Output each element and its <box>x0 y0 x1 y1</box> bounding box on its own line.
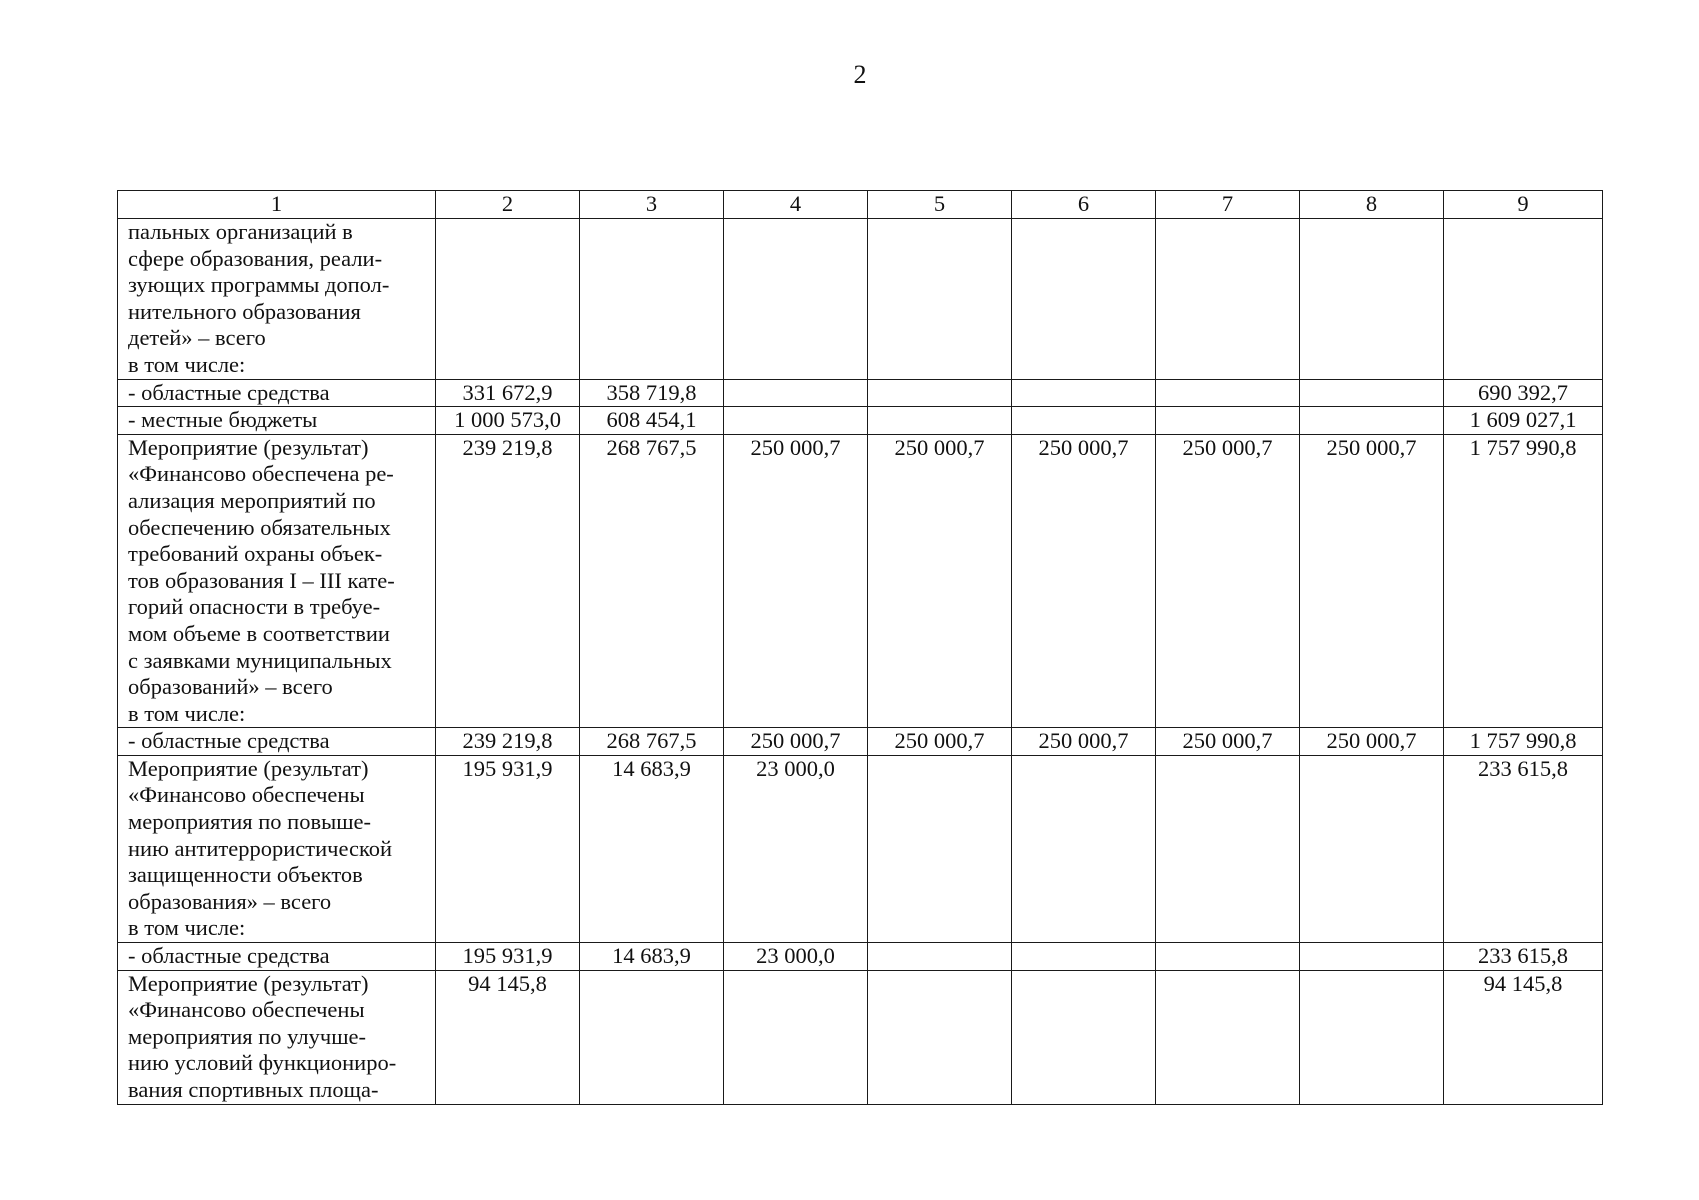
value-cell: 608 454,1 <box>580 407 724 435</box>
row-label-cell: Мероприятие (результат) «Финансово обеспечены мероприятия по улучше- нию условий функциониро- вания спортивных площа- <box>118 970 436 1104</box>
table-body <box>118 191 1603 1105</box>
value-cell: 250 000,7 <box>868 434 1012 728</box>
value-cell: 1 757 990,8 <box>1444 728 1603 756</box>
value-cell: 14 683,9 <box>580 943 724 971</box>
value-cell: 233 615,8 <box>1444 755 1603 942</box>
value-cell <box>1444 219 1603 380</box>
value-cell: 250 000,7 <box>1300 434 1444 728</box>
value-cell: 23 000,0 <box>724 943 868 971</box>
value-cell: 250 000,7 <box>724 434 868 728</box>
value-cell: 195 931,9 <box>436 943 580 971</box>
value-cell: 250 000,7 <box>1156 728 1300 756</box>
value-cell: 1 757 990,8 <box>1444 434 1603 728</box>
value-cell: 250 000,7 <box>1012 434 1156 728</box>
table-header-row <box>118 191 1603 219</box>
value-cell: 250 000,7 <box>724 728 868 756</box>
table-row <box>118 219 1603 380</box>
value-cell <box>1012 379 1156 407</box>
value-cell <box>1012 219 1156 380</box>
value-cell: 250 000,7 <box>1300 728 1444 756</box>
value-cell <box>868 970 1012 1104</box>
column-number-header: 3 <box>580 191 724 219</box>
value-cell <box>1300 755 1444 942</box>
row-label-cell: - областные средства <box>118 379 436 407</box>
value-cell <box>868 219 1012 380</box>
value-cell <box>1012 943 1156 971</box>
table-row <box>118 434 1603 728</box>
value-cell <box>1300 407 1444 435</box>
value-cell <box>868 407 1012 435</box>
row-label-cell: Мероприятие (результат) «Финансово обеспечена ре- ализация мероприятий по обеспечению обязательных требований охраны объек- тов образования I – III кате- горий опасности в требуе- мом объеме в соответствии с заявками муниципальных образований» – всего в том числе: <box>118 434 436 728</box>
value-cell <box>1156 755 1300 942</box>
value-cell: 239 219,8 <box>436 434 580 728</box>
value-cell <box>436 219 580 380</box>
value-cell: 250 000,7 <box>868 728 1012 756</box>
value-cell: 690 392,7 <box>1444 379 1603 407</box>
value-cell <box>868 379 1012 407</box>
value-cell: 94 145,8 <box>1444 970 1603 1104</box>
value-cell <box>1156 407 1300 435</box>
value-cell: 1 609 027,1 <box>1444 407 1603 435</box>
value-cell: 268 767,5 <box>580 728 724 756</box>
table-row <box>118 379 1603 407</box>
value-cell: 233 615,8 <box>1444 943 1603 971</box>
table-row <box>118 407 1603 435</box>
row-label-cell: - областные средства <box>118 728 436 756</box>
table-row <box>118 943 1603 971</box>
value-cell <box>724 970 868 1104</box>
column-number-header: 5 <box>868 191 1012 219</box>
value-cell: 1 000 573,0 <box>436 407 580 435</box>
column-number-header: 9 <box>1444 191 1603 219</box>
table-row <box>118 970 1603 1104</box>
value-cell: 239 219,8 <box>436 728 580 756</box>
row-label-cell: Мероприятие (результат) «Финансово обеспечены мероприятия по повыше- нию антитеррористической защищенности объектов образования» – всего в том числе: <box>118 755 436 942</box>
table-row <box>118 728 1603 756</box>
value-cell <box>1156 379 1300 407</box>
column-number-header: 7 <box>1156 191 1300 219</box>
value-cell: 331 672,9 <box>436 379 580 407</box>
value-cell <box>1156 943 1300 971</box>
value-cell: 358 719,8 <box>580 379 724 407</box>
row-label-cell: - местные бюджеты <box>118 407 436 435</box>
value-cell <box>1300 970 1444 1104</box>
value-cell: 250 000,7 <box>1012 728 1156 756</box>
column-number-header: 6 <box>1012 191 1156 219</box>
table-row <box>118 755 1603 942</box>
value-cell: 195 931,9 <box>436 755 580 942</box>
value-cell <box>1300 219 1444 380</box>
value-cell <box>1300 379 1444 407</box>
value-cell <box>724 219 868 380</box>
value-cell <box>1156 219 1300 380</box>
value-cell <box>580 970 724 1104</box>
column-number-header: 8 <box>1300 191 1444 219</box>
budget-table <box>117 190 1603 1105</box>
value-cell <box>1156 970 1300 1104</box>
page-number: 2 <box>853 60 867 89</box>
column-number-header: 4 <box>724 191 868 219</box>
value-cell: 23 000,0 <box>724 755 868 942</box>
value-cell <box>580 219 724 380</box>
value-cell <box>1012 755 1156 942</box>
row-label-cell: пальных организаций в сфере образования, реали- зующих программы допол- нительного образования детей» – всего в том числе: <box>118 219 436 380</box>
value-cell <box>1012 407 1156 435</box>
value-cell: 14 683,9 <box>580 755 724 942</box>
column-number-header: 1 <box>118 191 436 219</box>
value-cell <box>724 407 868 435</box>
value-cell: 94 145,8 <box>436 970 580 1104</box>
column-number-header: 2 <box>436 191 580 219</box>
value-cell <box>1012 970 1156 1104</box>
value-cell <box>868 943 1012 971</box>
value-cell: 268 767,5 <box>580 434 724 728</box>
value-cell <box>868 755 1012 942</box>
value-cell <box>724 379 868 407</box>
row-label-cell: - областные средства <box>118 943 436 971</box>
value-cell: 250 000,7 <box>1156 434 1300 728</box>
value-cell <box>1300 943 1444 971</box>
